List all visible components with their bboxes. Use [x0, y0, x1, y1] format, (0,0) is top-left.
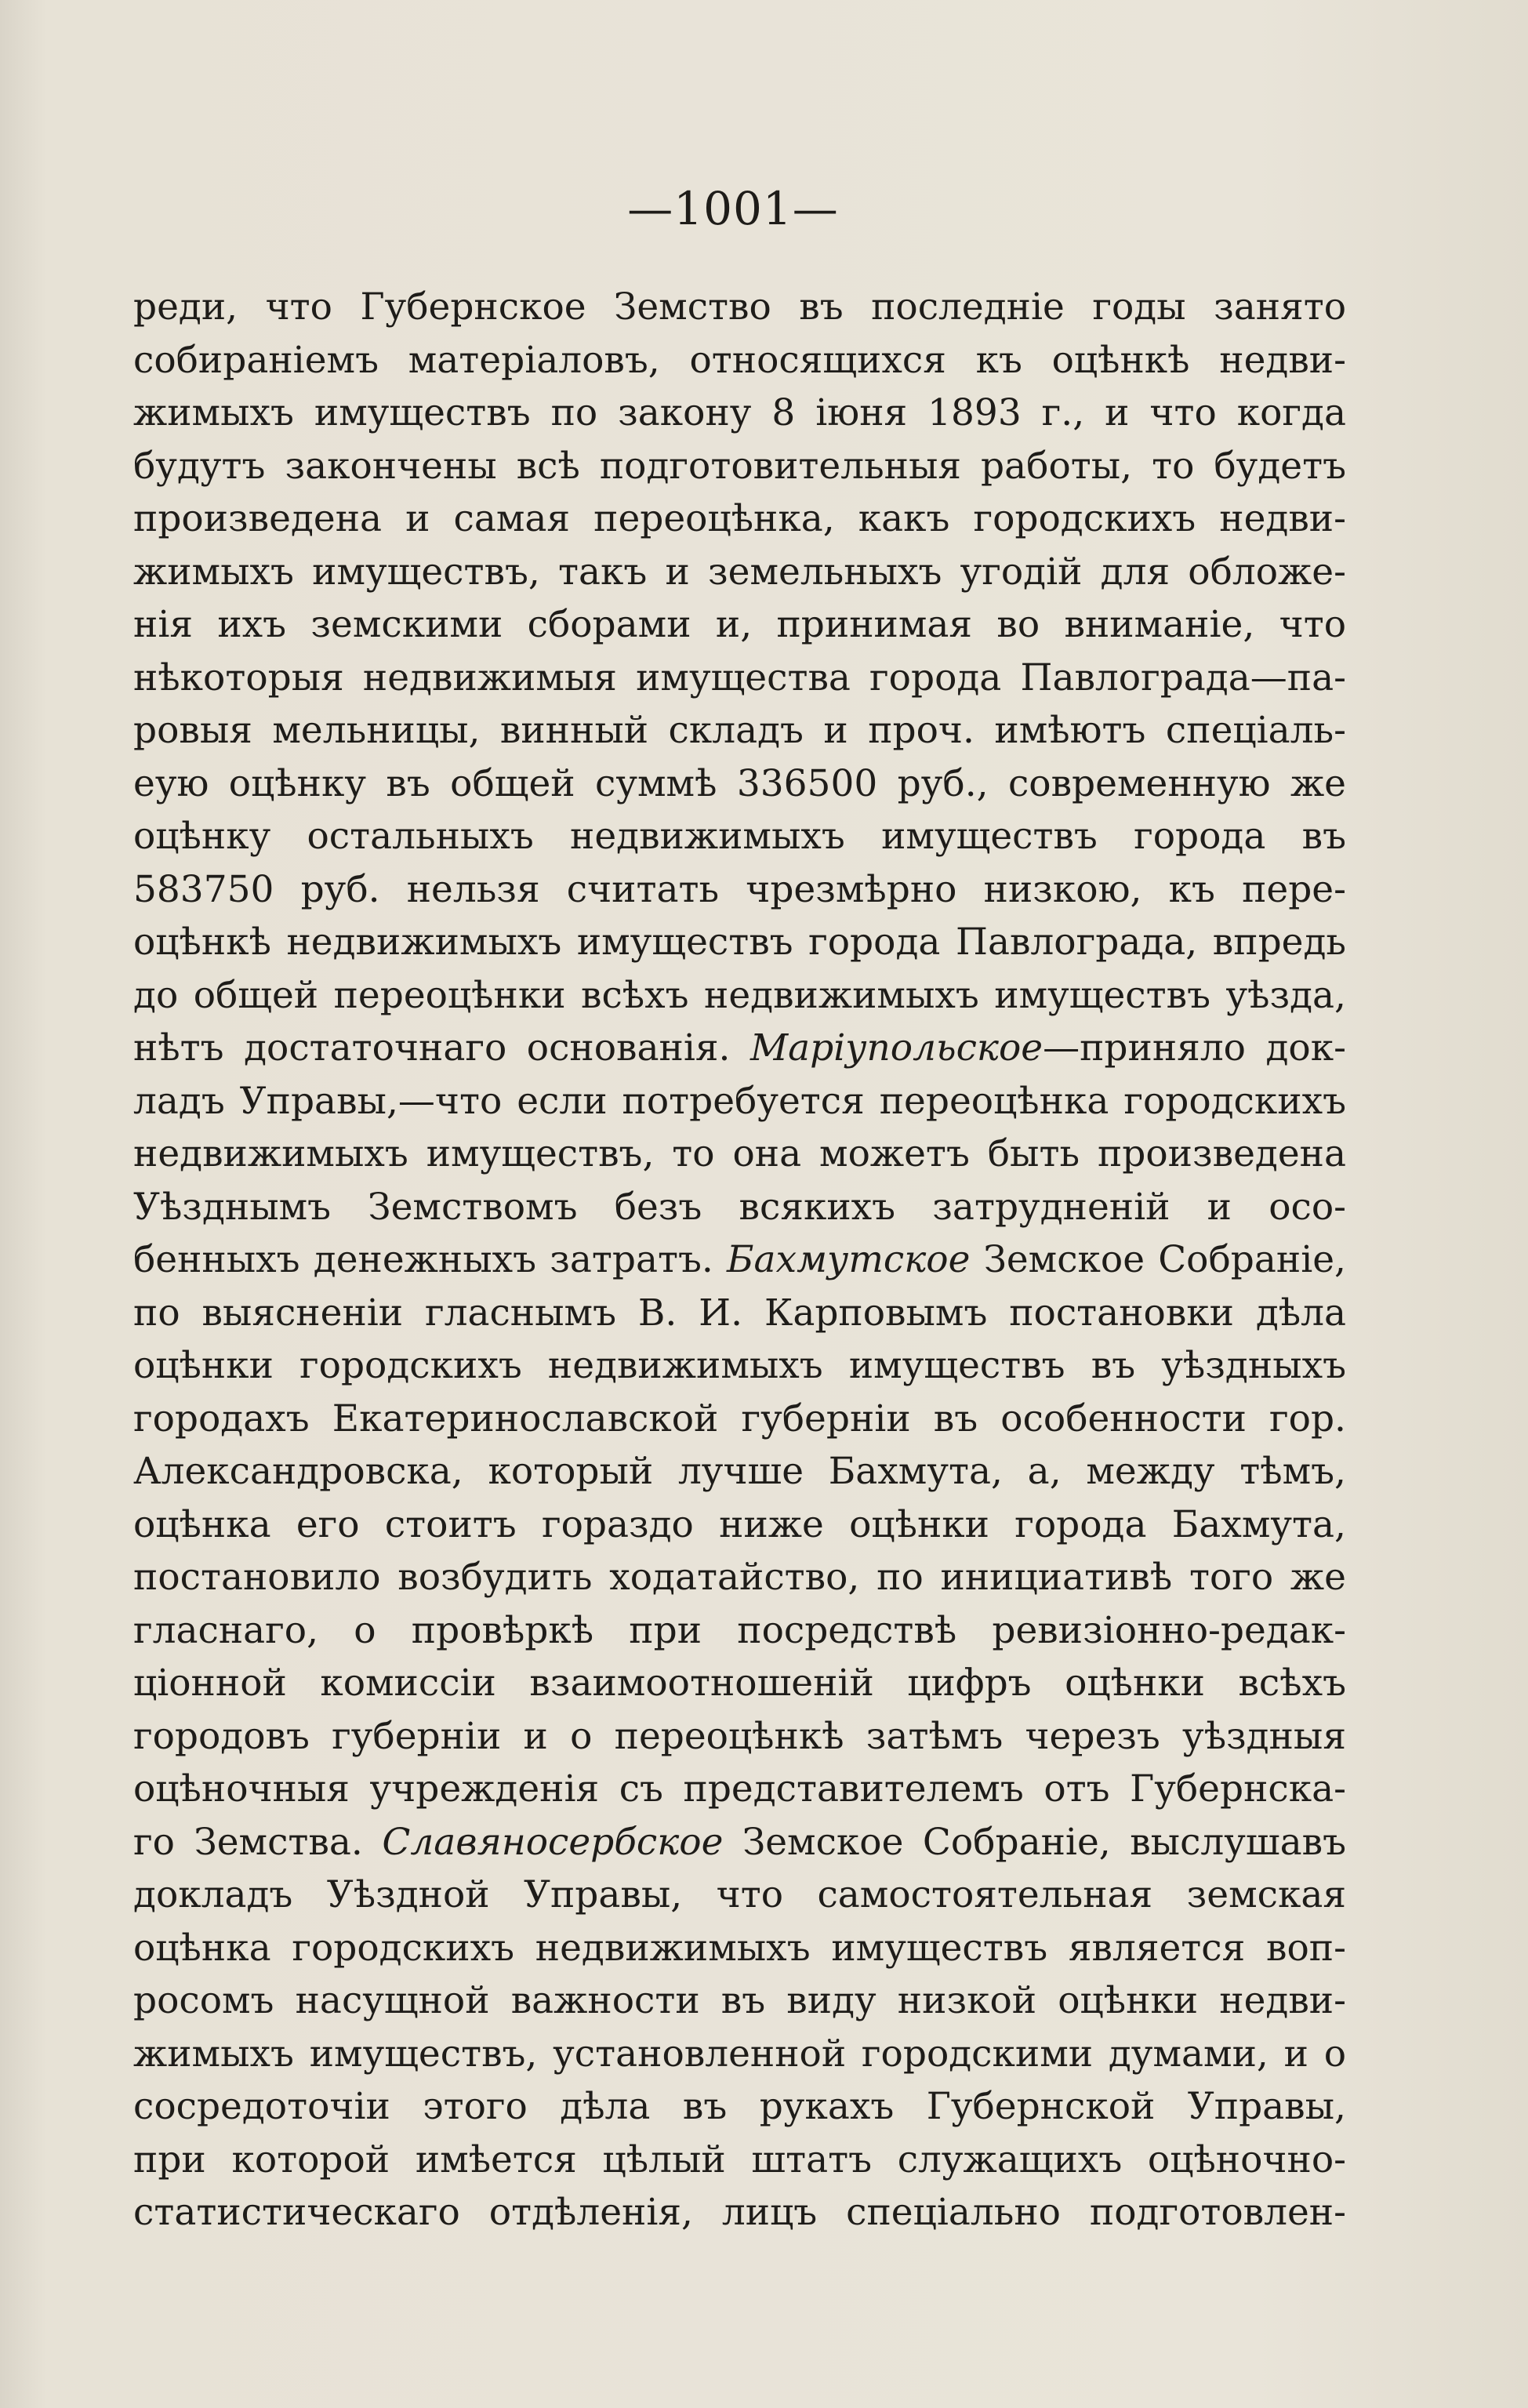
- text-line: оцѣнку остальныхъ недвижимыхъ имуществъ города въ: [133, 815, 1346, 858]
- text-line: гласнаго, о провѣркѣ при посредствѣ ревизiонно-редак-: [133, 1608, 1346, 1652]
- text-run: нѣтъ достаточнаго основанiя.: [133, 1026, 750, 1070]
- text-line: 583750 руб. нельзя считать чрезмѣрно низкою, къ пере-: [133, 867, 1346, 911]
- text-line: городовъ губернiи и о переоцѣнкѣ затѣмъ черезъ уѣздныя: [133, 1714, 1346, 1758]
- text-line: докладъ Уѣздной Управы, что самостоятельная земская: [133, 1873, 1346, 1916]
- text-line: реди, что Губернское Земство въ последнiе годы занято: [133, 285, 1346, 329]
- text-line: нѣкоторыя недвижимыя имущества города Павлограда—па-: [133, 656, 1346, 699]
- text-line: статистическаго отдѣленiя, лицъ спецiально подготовлен-: [133, 2191, 1346, 2234]
- text-line: жимыхъ имуществъ, такъ и земельныхъ угодiй для обложе-: [133, 550, 1346, 594]
- text-line: жимыхъ имуществъ по закону 8 iюня 1893 г., и что когда: [133, 391, 1346, 434]
- text-line: собиранiемъ матерiаловъ, относящихся къ оцѣнкѣ недви-: [133, 338, 1346, 382]
- text-run: Земское Собранiе,: [970, 1238, 1346, 1281]
- text-line: Уѣзднымъ Земствомъ безъ всякихъ затрудненiй и осо-: [133, 1185, 1346, 1229]
- italic-district-name: Марiупольское: [750, 1026, 1043, 1070]
- text-line: оцѣнка его стоитъ гораздо ниже оцѣнки города Бахмута,: [133, 1502, 1346, 1546]
- text-line: постановило возбудить ходатайство, по инициативѣ того же: [133, 1556, 1346, 1599]
- text-line: Александровска, который лучше Бахмута, а, между тѣмъ,: [133, 1450, 1346, 1493]
- text-line: еую оцѣнку въ общей суммѣ 336500 руб., современную же: [133, 761, 1346, 805]
- text-run: Земское Собранiе, выслушавъ: [723, 1820, 1346, 1864]
- text-line: ровыя мельницы, винный складъ и проч. имѣютъ спецiаль-: [133, 709, 1346, 752]
- text-line: будутъ закончены всѣ подготовительныя работы, то будетъ: [133, 444, 1346, 488]
- text-line: [133, 1022, 1346, 1075]
- text-line: по выясненiи гласнымъ В. И. Карповымъ постановки дѣла: [133, 1291, 1346, 1335]
- text-line: при которой имѣется цѣлый штатъ служащихъ оцѣночно-: [133, 2137, 1346, 2181]
- text-line: [133, 1816, 1346, 1869]
- text-line: оцѣнки городскихъ недвижимыхъ имуществъ въ уѣздныхъ: [133, 1344, 1346, 1387]
- page-number: —1001—: [627, 182, 839, 235]
- text-run: бенныхъ денежныхъ затратъ.: [133, 1238, 728, 1281]
- text-run: —приняло док-: [1043, 1026, 1346, 1070]
- text-line: недвижимыхъ имуществъ, то она можетъ быть произведена: [133, 1132, 1346, 1175]
- text-line: городахъ Екатеринославской губернiи въ особенности гор.: [133, 1396, 1346, 1440]
- text-line: сосредоточiи этого дѣла въ рукахъ Губернской Управы,: [133, 2085, 1346, 2128]
- text-line: оцѣночныя учрежденiя съ представителемъ отъ Губернска-: [133, 1767, 1346, 1811]
- text-line: произведена и самая переоцѣнка, какъ городскихъ недви-: [133, 497, 1346, 540]
- text-run: го Земства.: [133, 1820, 383, 1864]
- text-line: нiя ихъ земскими сборами и, принимая во вниманiе, что: [133, 603, 1346, 646]
- text-line: до общей переоцѣнки всѣхъ недвижимыхъ имуществъ уѣзда,: [133, 973, 1346, 1017]
- text-line: оцѣнкѣ недвижимыхъ имуществъ города Павлограда, впредь: [133, 921, 1346, 964]
- text-line: цiонной комиссiи взаимоотношенiй цифръ оцѣнки всѣхъ: [133, 1662, 1346, 1705]
- text-line: росомъ насущной важности въ виду низкой оцѣнки недви-: [133, 1979, 1346, 2022]
- italic-district-name: Бахмутское: [727, 1238, 971, 1281]
- italic-district-name: Славяносербское: [382, 1820, 724, 1864]
- text-line: [133, 1233, 1346, 1287]
- body-text: [133, 281, 1346, 2239]
- text-line: жимыхъ имуществъ, установленной городскими думами, и о: [133, 2032, 1346, 2076]
- text-line: оцѣнка городскихъ недвижимыхъ имуществъ является воп-: [133, 1926, 1346, 1970]
- text-line: ладъ Управы,—что если потребуется переоцѣнка городскихъ: [133, 1079, 1346, 1123]
